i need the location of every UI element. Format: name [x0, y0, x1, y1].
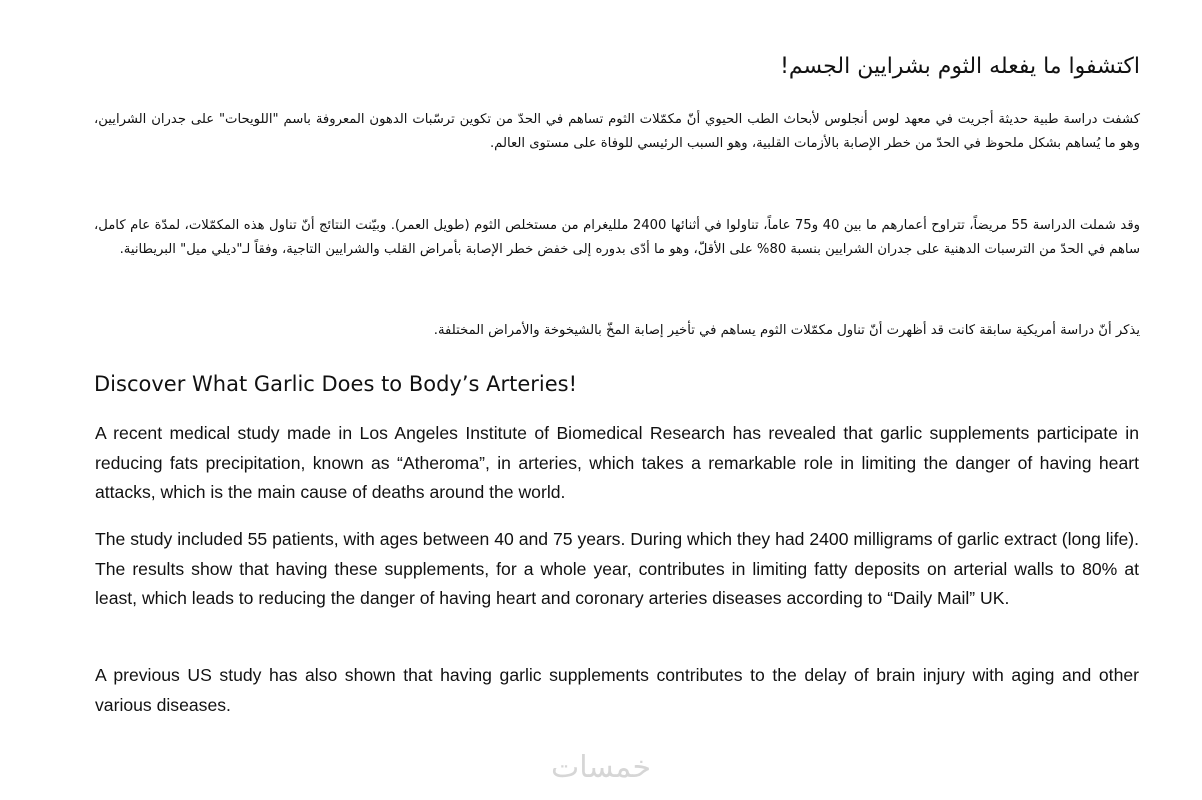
english-title: Discover What Garlic Does to Body’s Arteries!	[94, 372, 578, 396]
arabic-paragraph-3: يذكر أنّ دراسة أمريكية سابقة كانت قد أظهرت أنّ تناول مكمّلات الثوم يساهم في تأخير إصابة المخّ بالشيخوخة والأمراض المختلفة.	[433, 323, 1140, 338]
arabic-title: اكتشفوا ما يفعله الثوم بشرايين الجسم!	[780, 54, 1140, 79]
watermark-logo: خمسات	[550, 750, 652, 785]
arabic-paragraph-1-container	[94, 108, 1140, 155]
arabic-paragraph-1: كشفت دراسة طبية حديثة أجريت في معهد لوس أنجلوس لأبحاث الطب الحيوي أنّ مكمّلات الثوم تساهم في الحدّ من تكوين ترسّبات الدهون المعروفة باسم "اللويحات" على جدران الشرايين، وهو ما يُساهم بشكل ملحوظ في الحدّ من خطر الإصابة بالأزمات القلبية، وهو السبب الرئيسي للوفاة على مستوى العالم.	[94, 112, 1140, 151]
arabic-paragraph-3-container	[94, 319, 1140, 343]
arabic-paragraph-2: وقد شملت الدراسة 55 مريضاً، تتراوح أعمارهم ما بين 40 و75 عاماً، تناولوا في أثنائها 2400 ملليغرام من مستخلص الثوم (طويل العمر). وبيّنت النتائج أنّ تناول هذه المكمّلات، لمدّة عام كامل، ساهم في الحدّ من الترسبات الدهنية على جدران الشرايين بنسبة 80% على الأقلّ، وهو ما أدّى بدوره إلى خفض خطر الإصابة بأمراض القلب والشرايين التاجية، وفقاً لـ"ديلي ميل" البريطانية.	[94, 218, 1141, 257]
arabic-paragraph-2-container	[94, 214, 1140, 261]
english-paragraph-1: A recent medical study made in Los Angeles Institute of Biomedical Research has revealed that garlic supplements participate in reducing fats precipitation, known as “Atheroma”, in arteries, which takes a remarkable role in limiting the danger of having heart attacks, which is the main cause of deaths around the world.	[95, 423, 1139, 502]
english-paragraph-3: A previous US study has also shown that having garlic supplements contributes to the delay of brain injury with aging and other various diseases.	[95, 665, 1139, 715]
english-paragraph-2: The study included 55 patients, with ages between 40 and 75 years. During which they had 2400 milligrams of garlic extract (long life). The results show that having these supplements, for a whole year, contributes in limiting fatty deposits on arterial walls to 80% at least, which leads to reducing the danger of having heart and coronary arteries diseases according to “Daily Mail” UK.	[95, 529, 1139, 608]
